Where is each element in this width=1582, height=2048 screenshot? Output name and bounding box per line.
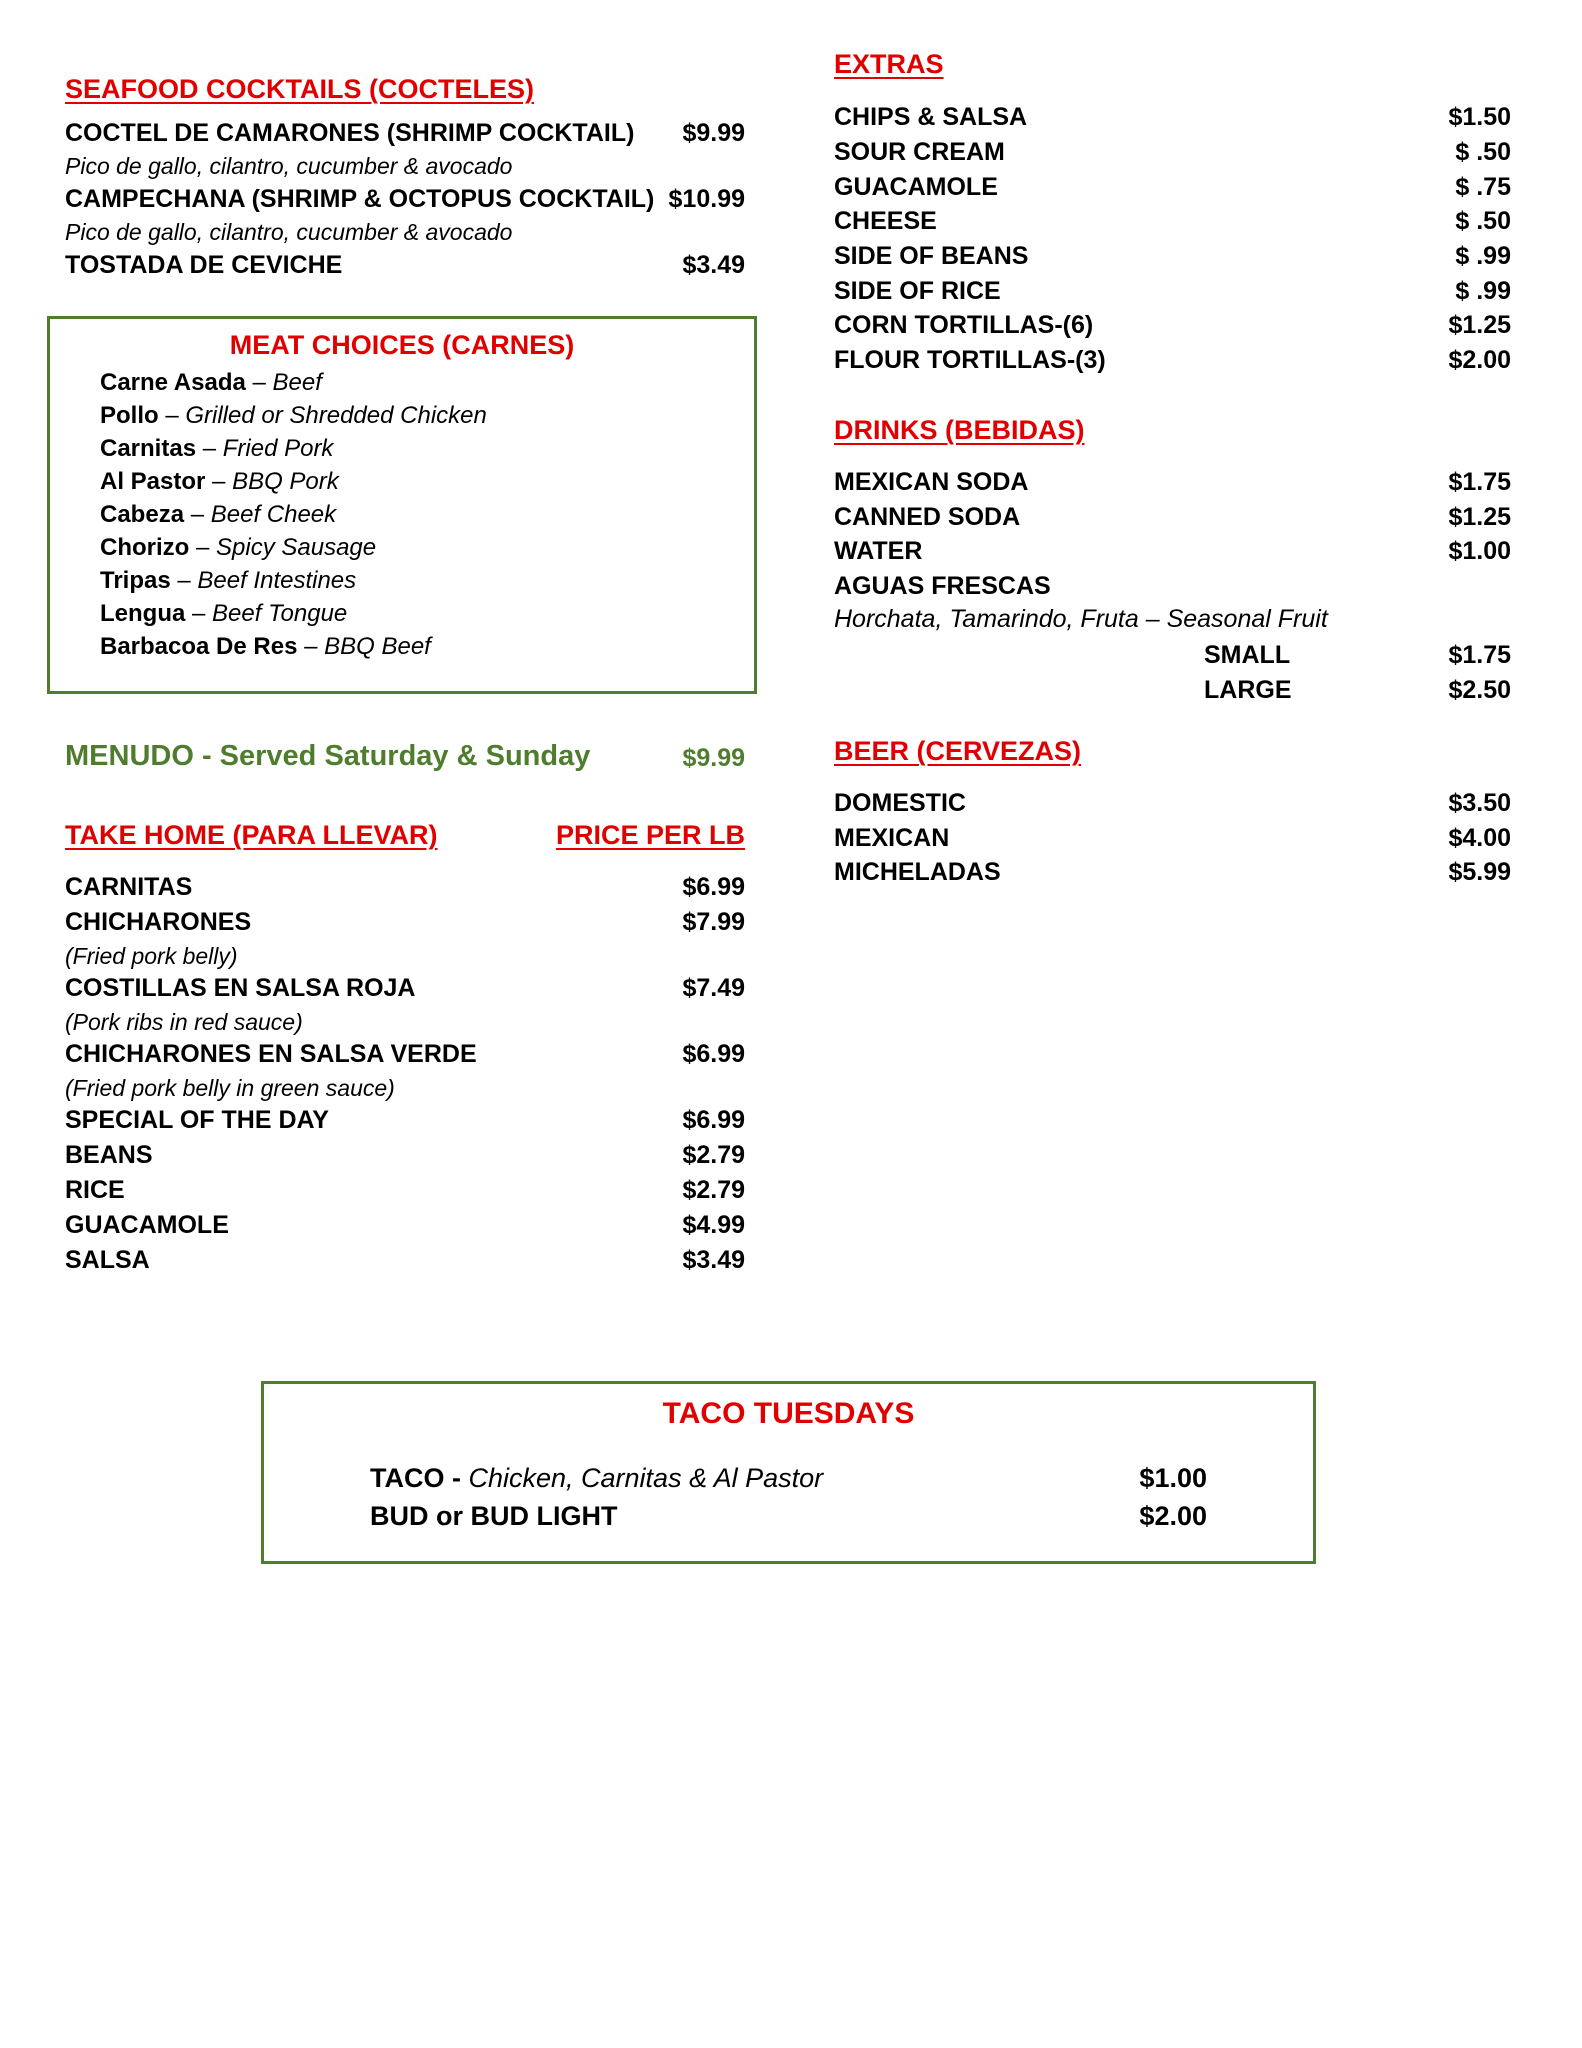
taco-tuesdays-heading: TACO TUESDAYS: [662, 1397, 915, 1430]
item-name: CHEESE: [834, 207, 937, 235]
menu-item-drinks-3: [834, 570, 1511, 602]
item-description: Chicken, Carnitas & Al Pastor: [460, 1463, 824, 1493]
drink-size-small: [1204, 639, 1511, 671]
item-description: (Fried pork belly in green sauce): [65, 1075, 395, 1101]
size-name: SMALL: [1204, 641, 1291, 669]
item-price: $1.50: [1448, 103, 1511, 131]
drinks-heading: DRINKS (BEBIDAS): [834, 415, 1085, 445]
item-price: $2.79: [682, 1141, 745, 1169]
item-name: BUD or BUD LIGHT: [370, 1501, 618, 1531]
price-per-lb-heading: PRICE PER LB: [555, 820, 745, 850]
menu-item-extras-0: [834, 101, 1511, 133]
item-price: $9.99: [682, 119, 745, 147]
item-name: AGUAS FRESCAS: [834, 572, 1051, 600]
item-price: $3.49: [682, 251, 745, 279]
menu-item-extras-5: [834, 275, 1511, 307]
item-price: $ .99: [1455, 277, 1511, 305]
item-price: $3.49: [682, 1246, 745, 1274]
item-name: MEXICAN: [834, 824, 950, 852]
size-name: LARGE: [1204, 676, 1292, 704]
menu-item-take-home-4: [65, 1104, 745, 1136]
menu-item-drinks-2: [834, 535, 1511, 567]
menu-item-take-home-5: [65, 1139, 745, 1171]
menu-item-take-home-8: [65, 1244, 745, 1276]
menu-item-take-home-3: [65, 1038, 745, 1070]
item-price: $ .50: [1455, 207, 1511, 235]
meat-item: Cabeza – Beef Cheek: [100, 501, 337, 528]
menu-item-beer-1: [834, 822, 1511, 854]
item-name: SIDE OF RICE: [834, 277, 1001, 305]
item-name: SALSA: [65, 1246, 150, 1274]
item-name: CHICHARONES EN SALSA VERDE: [65, 1040, 477, 1068]
item-name: CAMPECHANA (SHRIMP & OCTOPUS COCKTAIL): [65, 185, 655, 213]
menu-item-beer-0: [834, 787, 1511, 819]
item-name: SPECIAL OF THE DAY: [65, 1106, 329, 1134]
item-name: MICHELADAS: [834, 858, 1001, 886]
item-name: CANNED SODA: [834, 503, 1021, 531]
menu-item-beer-2: [834, 856, 1511, 888]
item-name: WATER: [834, 537, 923, 565]
item-name: COCTEL DE CAMARONES (SHRIMP COCKTAIL): [65, 119, 635, 147]
seafood-heading: SEAFOOD COCKTAILS (COCTELES): [65, 74, 534, 104]
menu-item-seafood-1: [65, 183, 745, 215]
size-price: $1.75: [1448, 641, 1511, 669]
item-name: CHICHARONES: [65, 908, 252, 936]
menu-item-extras-1: [834, 136, 1511, 168]
item-name: CORN TORTILLAS-(6): [834, 311, 1094, 339]
meat-item: Al Pastor – BBQ Pork: [100, 468, 339, 495]
menu-item-drinks-1: [834, 501, 1511, 533]
menudo-price: $9.99: [682, 744, 745, 772]
item-name: SOUR CREAM: [834, 138, 1005, 166]
item-price: $7.49: [682, 974, 745, 1002]
item-price: $2.00: [1448, 346, 1511, 374]
item-name: TOSTADA DE CEVICHE: [65, 251, 343, 279]
meat-item: Lengua – Beef Tongue: [100, 600, 348, 627]
item-description: Pico de gallo, cilantro, cucumber & avocado: [65, 153, 513, 179]
item-price: $1.75: [1448, 468, 1511, 496]
item-name: DOMESTIC: [834, 789, 966, 817]
drink-size-large: [1204, 674, 1511, 706]
item-price: $7.99: [682, 908, 745, 936]
menudo-row: [65, 740, 745, 780]
meat-item: Pollo – Grilled or Shredded Chicken: [100, 402, 487, 429]
beer-heading: BEER (CERVEZAS): [834, 736, 1082, 766]
item-price: $4.00: [1448, 824, 1511, 852]
item-name: GUACAMOLE: [65, 1211, 229, 1239]
item-price: $2.00: [1139, 1501, 1207, 1531]
taco-tuesday-item-taco: [370, 1460, 1207, 1496]
item-name: CARNITAS: [65, 873, 193, 901]
meat-item: Tripas – Beef Intestines: [100, 567, 357, 594]
menu-item-drinks-0: [834, 466, 1511, 498]
item-price: $1.25: [1448, 503, 1511, 531]
item-name: GUACAMOLE: [834, 173, 998, 201]
menu-item-take-home-0: [65, 871, 745, 903]
meat-item: Chorizo – Spicy Sausage: [100, 534, 377, 561]
item-description: Pico de gallo, cilantro, cucumber & avocado: [65, 219, 513, 245]
aguas-frescas-description: Horchata, Tamarindo, Fruta – Seasonal Fruit: [834, 605, 1328, 633]
item-name: BEANS: [65, 1141, 153, 1169]
item-price: $4.99: [682, 1211, 745, 1239]
item-description: (Pork ribs in red sauce): [65, 1009, 303, 1035]
menu-item-extras-6: [834, 309, 1511, 341]
item-price: $6.99: [682, 1040, 745, 1068]
menu-item-take-home-6: [65, 1174, 745, 1206]
item-price: $1.00: [1448, 537, 1511, 565]
item-price: $1.00: [1139, 1463, 1207, 1493]
item-name: SIDE OF BEANS: [834, 242, 1029, 270]
take-home-heading: TAKE HOME (PARA LLEVAR): [65, 820, 438, 850]
item-price: $ .75: [1455, 173, 1511, 201]
item-name: COSTILLAS EN SALSA ROJA: [65, 974, 416, 1002]
taco-tuesday-item-bud: [370, 1498, 1207, 1534]
item-name: TACO -: [370, 1463, 461, 1493]
item-name: CHIPS & SALSA: [834, 103, 1028, 131]
item-description: (Fried pork belly): [65, 943, 238, 969]
item-name: MEXICAN SODA: [834, 468, 1029, 496]
menu-item-seafood-0: [65, 117, 745, 149]
meat-choices-heading: MEAT CHOICES (CARNES): [229, 330, 575, 360]
menu-item-seafood-2: [65, 249, 745, 281]
item-name-group: [370, 1460, 823, 1496]
menu-item-take-home-1: [65, 906, 745, 938]
menu-item-extras-2: [834, 171, 1511, 203]
item-price: $6.99: [682, 873, 745, 901]
item-price: $5.99: [1448, 858, 1511, 886]
item-price: $2.79: [682, 1176, 745, 1204]
meat-item: Carne Asada – Beef: [100, 369, 322, 396]
size-price: $2.50: [1448, 676, 1511, 704]
menu-item-take-home-7: [65, 1209, 745, 1241]
item-name: RICE: [65, 1176, 125, 1204]
item-price: $ .50: [1455, 138, 1511, 166]
item-price: $1.25: [1448, 311, 1511, 339]
item-price: $10.99: [668, 185, 745, 213]
menu-item-extras-7: [834, 344, 1511, 376]
item-price: $ .99: [1455, 242, 1511, 270]
menu-item-extras-4: [834, 240, 1511, 272]
menu-item-take-home-2: [65, 972, 745, 1004]
item-name: FLOUR TORTILLAS-(3): [834, 346, 1106, 374]
extras-heading: EXTRAS: [834, 49, 944, 79]
menu-item-extras-3: [834, 205, 1511, 237]
menudo-label: MENUDO - Served Saturday & Sunday: [65, 740, 591, 772]
meat-item: Carnitas – Fried Pork: [100, 435, 334, 462]
item-price: $6.99: [682, 1106, 745, 1134]
item-price: $3.50: [1448, 789, 1511, 817]
meat-item: Barbacoa De Res – BBQ Beef: [100, 633, 431, 660]
